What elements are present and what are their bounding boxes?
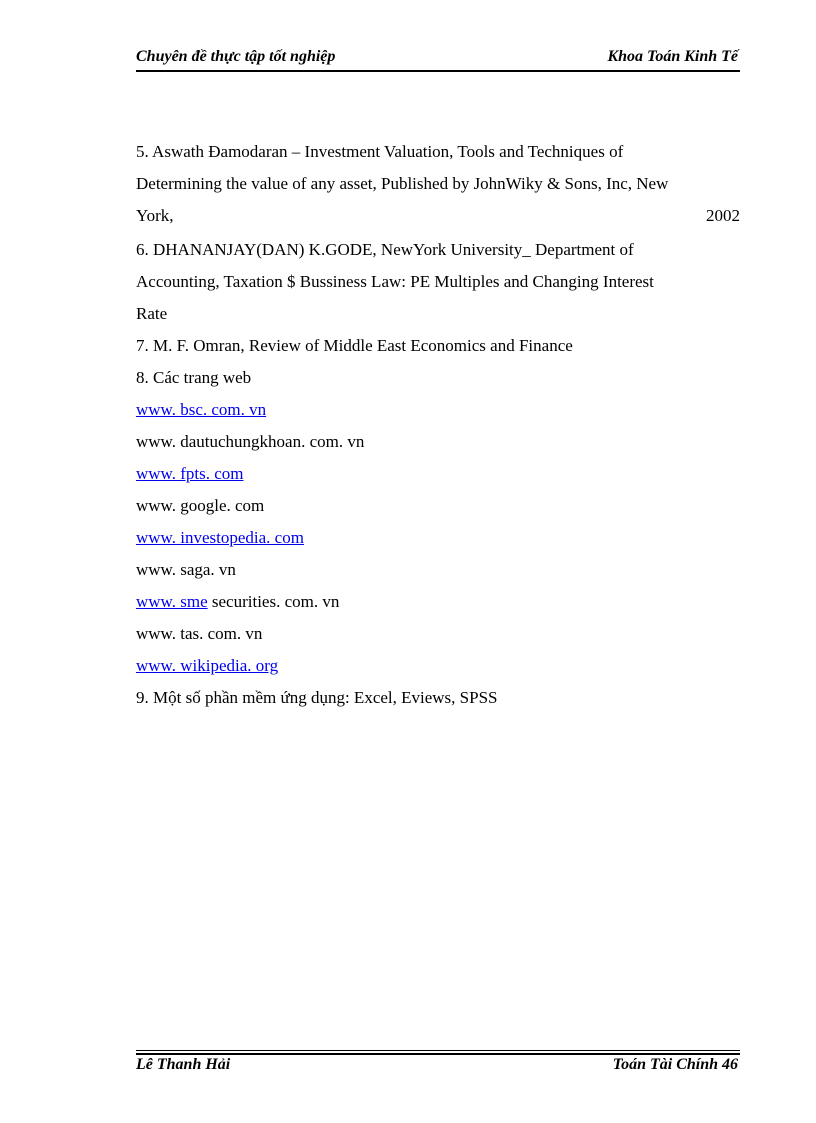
reference-list (136, 136, 740, 714)
reference-item-6 (136, 234, 740, 330)
website-fpts (136, 458, 740, 490)
header-rule (136, 70, 740, 72)
website-saga: www. saga. vn (136, 560, 236, 579)
reference-item-9: 9. Một số phần mềm ứng dụng: Excel, Eviews, SPSS (136, 688, 498, 707)
footer-author: Lê Thanh Hải (136, 1056, 231, 1073)
website-link-investopedia[interactable]: www. investopedia. com (136, 528, 304, 547)
website-investopedia (136, 522, 740, 554)
reference-5-line-1 (136, 136, 740, 168)
reference-item-5 (136, 136, 740, 232)
reference-5-year: 2002 (706, 206, 740, 225)
reference-6-line-3: Rate (136, 304, 168, 323)
website-sme-suffix: securities. com. vn (207, 592, 340, 611)
website-dautuchungkhoan: www. dautuchungkhoan. com. vn (136, 432, 365, 451)
website-link-fpts[interactable]: www. fpts. com (136, 464, 244, 483)
website-tas: www. tas. com. vn (136, 624, 263, 643)
website-link-wikipedia[interactable]: www. wikipedia. org (136, 656, 279, 675)
reference-6-line-1: 6. DHANANJAY(DAN) K.GODE, NewYork University_ Department of (136, 240, 634, 259)
reference-5-line-3 (136, 200, 740, 232)
page-footer (136, 1050, 740, 1080)
website-google: www. google. com (136, 496, 265, 515)
website-wikipedia (136, 650, 740, 682)
reference-5-line-2: Determining the value of any asset, Published by JohnWiky & Sons, Inc, New (136, 174, 669, 193)
reference-5-text-1: 5. Aswath Đamodaran – Investment Valuation, Tools and Techniques of (136, 142, 624, 161)
reference-item-8: 8. Các trang web (136, 368, 252, 387)
reference-item-7: 7. M. F. Omran, Review of Middle East Economics and Finance (136, 336, 573, 355)
reference-5-city: York, (136, 206, 174, 225)
website-link-sme[interactable]: www. sme (136, 592, 208, 611)
footer-class: Toán Tài Chính 46 (612, 1056, 738, 1073)
header-department: Khoa Toán Kinh Tế (607, 48, 738, 65)
website-bsc (136, 394, 740, 426)
website-smesecurities (136, 586, 740, 618)
header-title: Chuyên đề thực tập tốt nghiệp (136, 48, 336, 65)
reference-6-line-2: Accounting, Taxation $ Bussiness Law: PE Multiples and Changing Interest (136, 272, 654, 291)
website-link-bsc[interactable]: www. bsc. com. vn (136, 400, 267, 419)
page-header (136, 48, 740, 72)
